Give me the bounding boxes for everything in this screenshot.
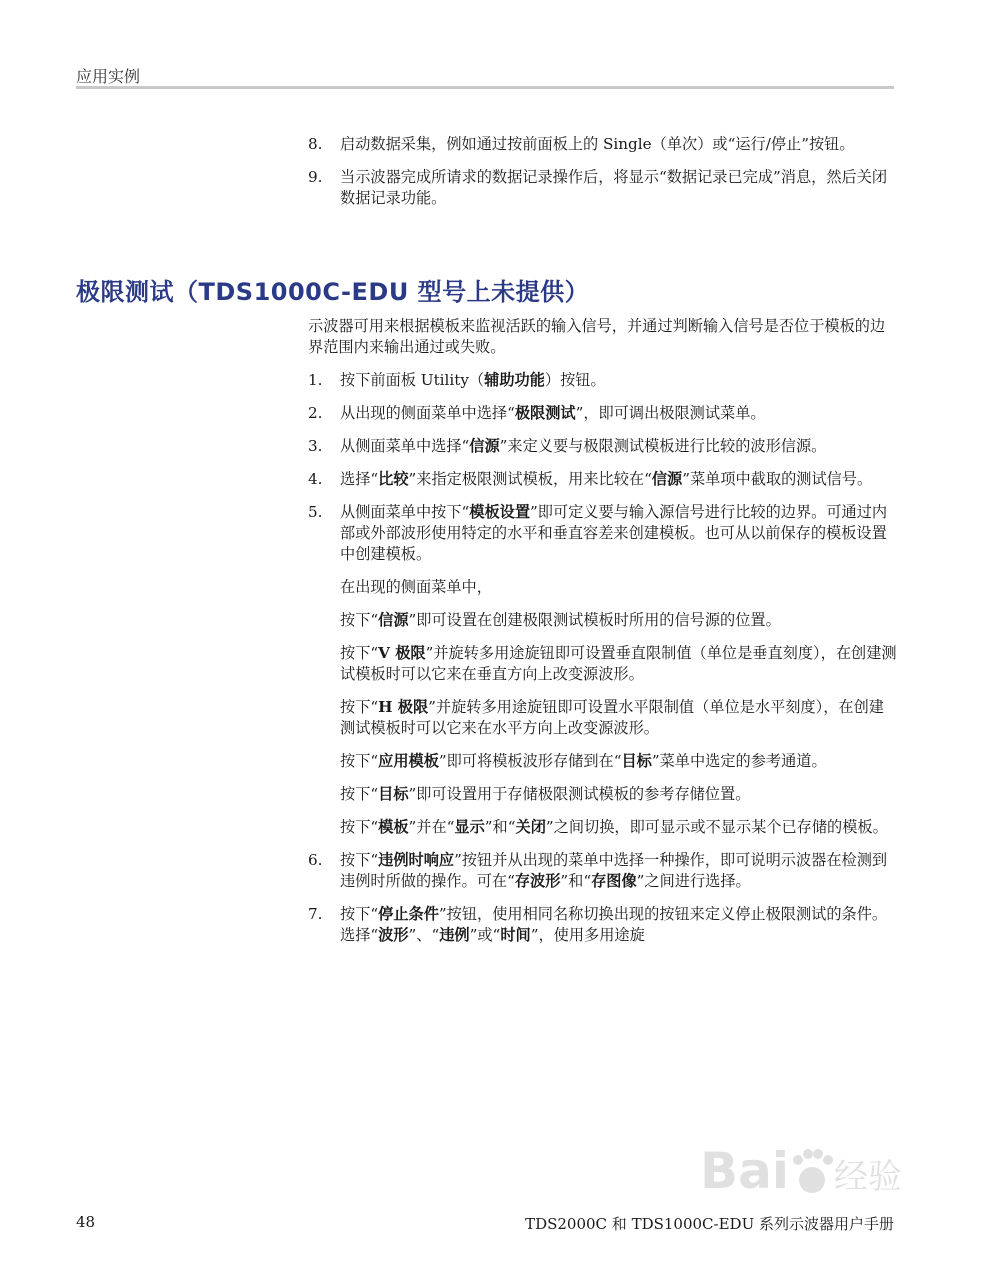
text-run: ”即可设置用于存储极限测试模板的参考存储位置。 [408, 785, 751, 803]
step-number: 8. [308, 135, 323, 153]
step-item [308, 167, 898, 209]
emphasized-term: 存图像 [591, 872, 637, 890]
emphasized-term: 波形 [378, 926, 409, 944]
text-run: ”菜单中选定的参考通道。 [651, 752, 827, 770]
text-run: ”即可设置在创建极限测试模板时所用的信号源的位置。 [408, 611, 781, 629]
text-run: 从出现的侧面菜单中选择“ [340, 404, 515, 422]
text-run: ”或“ [469, 926, 501, 944]
text-run: ”即可将模板波形存储到在“ [438, 752, 622, 770]
step-number: 6. [308, 851, 323, 869]
emphasized-term: 停止条件 [378, 905, 439, 923]
text-run: ”菜单项中截取的测试信号。 [682, 470, 873, 488]
emphasized-term: 信源 [378, 611, 409, 629]
step-text [340, 403, 898, 424]
footer-doc-title: TDS2000C 和 TDS1000C-EDU 系列示波器用户手册 [525, 1215, 894, 1233]
page-header-title: 应用实例 [76, 67, 141, 86]
top-steps [308, 134, 898, 221]
emphasized-term: 显示 [454, 818, 485, 836]
text-run: ”来指定极限测试模板，用来比较在“ [408, 470, 652, 488]
emphasized-term: 比较 [378, 470, 409, 488]
step-number: 2. [308, 404, 323, 422]
emphasized-term: V 极限 [378, 644, 426, 662]
steps-list-b [308, 850, 898, 946]
text-run: 启动数据采集，例如通过按前面板上的 Single（单次）或“运行/停止”按钮。 [340, 135, 855, 153]
text-run: ”并旋转多用途旋钮即可设置垂直限制值（单位是垂直刻度），在创建测试模板时可以它来在垂直方向上改变源波形。 [340, 644, 897, 683]
text-run: 选择“ [340, 470, 379, 488]
footer-page-number: 48 [76, 1213, 96, 1231]
step-number: 4. [308, 470, 323, 488]
step-number: 5. [308, 503, 323, 521]
baidu-watermark [700, 1130, 930, 1210]
paw-icon [793, 1149, 833, 1193]
text-run: 按下“ [340, 905, 379, 923]
text-run: ”并在“ [408, 818, 455, 836]
sub-paragraph [308, 751, 898, 772]
step-item [308, 469, 898, 490]
text-run: ”按钮，使用相同名称切换出现的按钮来定义停止极限测试的条件。选择“ [340, 905, 888, 944]
step-text [340, 502, 898, 565]
step-number: 3. [308, 437, 323, 455]
step-item [308, 502, 898, 565]
emphasized-term: 信源 [469, 437, 500, 455]
step-text [340, 850, 898, 892]
sub-paragraphs [308, 577, 898, 838]
text-run: 按下“ [340, 752, 379, 770]
emphasized-term: 信源 [651, 470, 683, 488]
emphasized-term: 违例时响应 [378, 851, 455, 869]
text-run: 从侧面菜单中按下“ [340, 503, 470, 521]
sub-paragraph [308, 697, 898, 739]
text-run: 当示波器完成所请求的数据记录操作后，将显示“数据记录已完成”消息，然后关闭数据记录功能。 [340, 168, 888, 207]
text-run: ”之间进行选择。 [636, 872, 751, 890]
text-run: ”按钮并从出现的菜单中选择一种操作，即可说明示波器在检测到违例时所做的操作。可在“ [340, 851, 888, 890]
section-heading: 极限测试（TDS1000C-EDU 型号上未提供） [76, 278, 590, 306]
text-run: ”来定义要与极限测试模板进行比较的波形信源。 [499, 437, 827, 455]
emphasized-term: H 极限 [378, 698, 429, 716]
emphasized-term: 辅助功能 [484, 371, 545, 389]
sub-paragraph [308, 643, 898, 685]
sub-paragraph [308, 577, 898, 598]
text-run: 按下“ [340, 611, 379, 629]
step-text [340, 370, 898, 391]
step-item [308, 134, 898, 155]
text-run: ”和“ [560, 872, 592, 890]
step-text [340, 904, 898, 946]
sub-paragraph [308, 817, 898, 838]
text-run: ”、“ [408, 926, 440, 944]
text-run: 按下“ [340, 644, 379, 662]
emphasized-term: 模板设置 [469, 503, 531, 521]
emphasized-term: 模板 [378, 818, 409, 836]
text-run: 在出现的侧面菜单中， [340, 578, 492, 596]
text-run: ”之间切换，即可显示或不显示某个已存储的模板。 [545, 818, 888, 836]
svg-text:经验: 经验 [834, 1157, 902, 1197]
emphasized-term: 关闭 [515, 818, 546, 836]
text-run: 按下“ [340, 698, 379, 716]
text-run: 从侧面菜单中选择“ [340, 437, 470, 455]
emphasized-term: 时间 [500, 926, 531, 944]
emphasized-term: 目标 [378, 785, 409, 803]
section-body [308, 316, 898, 958]
text-run: 按下“ [340, 851, 379, 869]
text-run: ”即可定义要与输入源信号进行比较的边界。可通过内部或外部波形使用特定的水平和垂直容差来创建模板。也可从以前保存的模板设置中创建模板。 [340, 503, 888, 563]
steps-list-a [308, 370, 898, 565]
text-run: 按下“ [340, 818, 379, 836]
step-item [308, 436, 898, 457]
text-run: ）按钮。 [544, 371, 606, 389]
emphasized-term: 极限测试 [514, 404, 576, 422]
header-divider [76, 86, 894, 89]
step-text [340, 436, 898, 457]
text-run: 按下“ [340, 785, 379, 803]
text-run: ”和“ [484, 818, 516, 836]
step-item [308, 904, 898, 946]
step-number: 7. [308, 905, 323, 923]
sub-paragraph [308, 784, 898, 805]
text-run: ”，即可调出极限测试菜单。 [575, 404, 766, 422]
step-number: 1. [308, 371, 323, 389]
text-run: 按下前面板 Utility（ [340, 371, 485, 389]
emphasized-term: 存波形 [514, 872, 561, 890]
step-number: 9. [308, 168, 323, 186]
step-text [340, 134, 898, 155]
emphasized-term: 目标 [621, 752, 652, 770]
step-item [308, 850, 898, 892]
text-run: ”，使用多用途旋 [530, 926, 645, 944]
step-item [308, 403, 898, 424]
step-text [340, 167, 898, 209]
step-text [340, 469, 898, 490]
emphasized-term: 应用模板 [378, 752, 439, 770]
sub-paragraph [308, 610, 898, 631]
section-intro: 示波器可用来根据模板来监视活跃的输入信号，并通过判断输入信号是否位于模板的边界范围内来输出通过或失败。 [308, 317, 886, 356]
watermark-logo-text: Bai [700, 1142, 789, 1200]
emphasized-term: 违例 [439, 926, 470, 944]
step-item [308, 370, 898, 391]
text-run: ”并旋转多用途旋钮即可设置水平限制值（单位是水平刻度），在创建测试模板时可以它来在水平方向上改变源波形。 [340, 698, 884, 737]
